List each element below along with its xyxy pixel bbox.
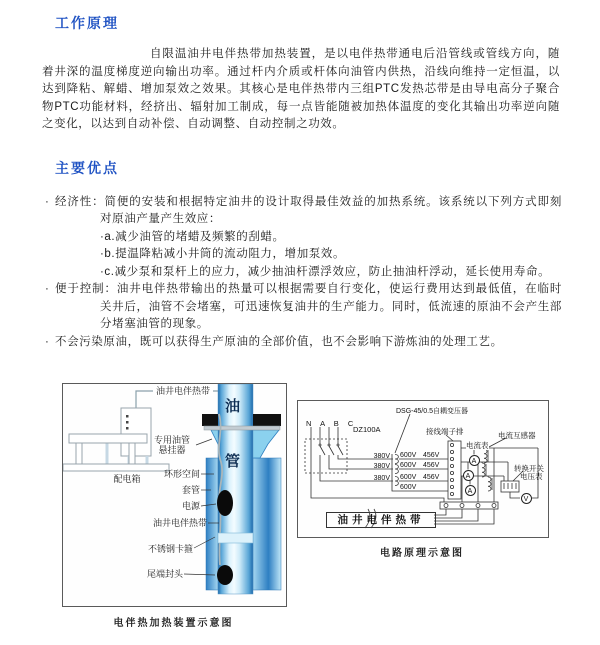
label-casing: 套管 [181, 485, 200, 495]
label-autotransformer: DSG-45/0.5自耦变压器 [396, 408, 468, 415]
list-item [42, 334, 562, 352]
label-steel-clamp: 不锈钢卡箍 [147, 544, 193, 554]
label-phase-terminals: N A B C [306, 419, 357, 428]
ammeter-gauge-2: A [463, 470, 474, 481]
bullet-marker: · [45, 283, 50, 295]
label-tap-456v-3: 456V [423, 474, 440, 481]
bullet-marker: · [45, 195, 50, 208]
label-breaker-model: DZ100A [353, 425, 381, 434]
bullet-text: 不会污染原油，既可以获得生产原油的全部价值，也不会影响下游炼油的处理工艺。 [55, 335, 503, 348]
label-tubing-hanger-line2: 悬挂器 [158, 445, 186, 455]
label-tap-600v-3: 600V [400, 474, 417, 481]
label-heat-band-cable: 油井电伴热带 [153, 386, 213, 396]
well-diagram-caption: 电伴热加热装置示意图 [113, 618, 234, 629]
label-distribution-box: 配电箱 [113, 474, 141, 484]
well-diagram [62, 383, 287, 607]
label-annulus: 环形空间 [163, 469, 200, 479]
figures-row [0, 383, 600, 645]
section-title-working-principle: 工作原理 [55, 15, 119, 31]
pipe-character-oil: 油 [225, 398, 241, 415]
label-tap-600v-4: 600V [400, 484, 417, 491]
ammeter-gauge-3: A [465, 485, 476, 496]
list-item [42, 194, 562, 229]
label-voltmeter: 电压表 [520, 472, 543, 481]
load-box-heat-band: 油井电伴热带 [326, 512, 436, 528]
label-input-voltage-1: 380V [373, 453, 390, 460]
label-tubing-hanger [149, 435, 195, 455]
list-item [42, 281, 562, 334]
voltmeter-gauge: V [521, 493, 532, 504]
label-tap-456v-2: 456V [423, 462, 440, 469]
label-heat-band: 油井电伴热带 [152, 518, 207, 528]
label-tap-600v-2: 600V [400, 462, 417, 469]
label-input-voltage-2: 380V [373, 463, 390, 470]
pipe-character-pipe: 管 [225, 453, 241, 470]
bullet-text: 便于控制：油井电伴热带输出的热量可以根据需要自行变化，使运行费用达到最低值，在临时关井后，油管不会堵塞，可迅速恢复油井的生产能力。同时，低流速的原油不会产生部分堵塞油管的现象。 [55, 283, 562, 330]
label-tubing-hanger-line1: 专用油管 [153, 435, 190, 445]
list-item: ·c.减少泵和泵杆上的应力，减少抽油杆漂浮效应，防止抽油杆浮动，延长使用寿命。 [100, 265, 551, 278]
list-item: ·a.减少油管的堵蜡及频繁的刮蜡。 [100, 230, 285, 243]
list-item: ·b.提温降粘减小井筒的流动阻力，增加泵效。 [100, 248, 346, 260]
advantages-list [42, 194, 562, 352]
label-ammeter: 电流表 [466, 441, 489, 450]
label-power: 电源 [181, 501, 200, 511]
circuit-diagram-caption: 电路原理示意图 [380, 548, 464, 559]
label-current-transformer: 电流互感器 [498, 431, 536, 440]
label-transfer-switch: 转换开关 [514, 464, 544, 473]
label-tap-456v-1: 456V [423, 452, 440, 459]
principle-paragraph: 自限温油井电伴热带加热装置，是以电伴热带通电后沿管线或管线方向，随着井深的温度梯度逆向输出功率。通过杆内介质或杆体向油管内供热，沿线向维持一定恒温，以达到降粘、解蜡、增加泵效之效果。其核心是电伴热带内三组PTC发热芯带是由导电高分子聚合物PTC功能材料，经挤出、辐射加工制成，每一点皆能随被加热体温度的变化其输出功率逆向随之变化，以达到自动补偿、自动调整、自动控制之功效。 [42, 48, 560, 130]
section-title-advantages: 主要优点 [55, 159, 119, 176]
label-tap-600v-1: 600V [400, 452, 417, 459]
ammeter-gauge-1: A [469, 455, 480, 466]
bullet-marker: · [45, 335, 50, 348]
label-end-cap: 尾端封头 [146, 569, 183, 579]
circuit-diagram [297, 400, 549, 538]
bullet-text: 经济性：简便的安装和根据特定油井的设计取得最佳效益的加热系统。该系统以下列方式即刻对原油产量产生效应： [55, 195, 562, 225]
label-terminal-block: 接线端子排 [426, 427, 464, 436]
label-input-voltage-3: 380V [373, 475, 390, 482]
